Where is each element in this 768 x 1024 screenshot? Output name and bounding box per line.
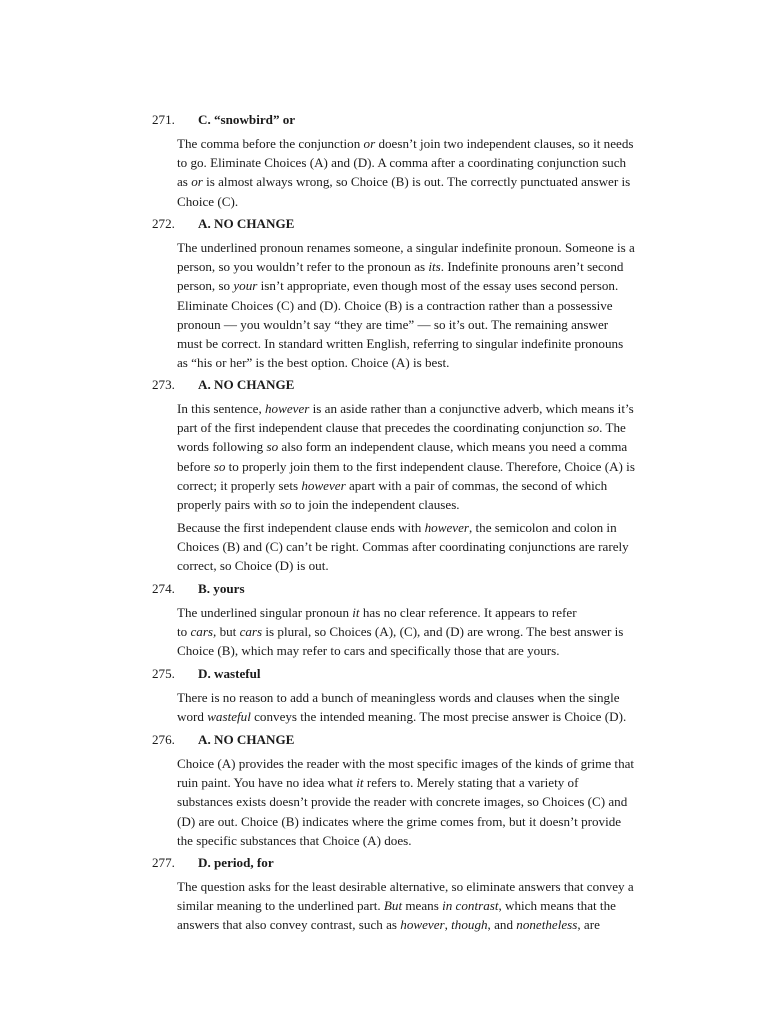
question-answer: A. NO CHANGE xyxy=(198,377,295,392)
body-text: , xyxy=(444,917,452,933)
text-line xyxy=(177,172,657,191)
emphasis-text: or xyxy=(363,136,376,151)
body-text: answers that also convey contrast, such as xyxy=(177,917,401,933)
text-line xyxy=(177,315,657,334)
body-text: is almost always wrong, so Choice (B) is out. The correctly punctuated answer is xyxy=(202,174,631,190)
emphasis-text: in contrast xyxy=(442,898,499,914)
text-line xyxy=(177,457,657,476)
body-text: as “his or her” is the best option. Choice (A) is best. xyxy=(177,355,450,371)
text-line xyxy=(177,518,657,537)
text-line xyxy=(177,192,657,211)
body-text: part of the first independent clause that precedes the coordinating conjunction xyxy=(177,420,588,436)
body-text: as xyxy=(177,174,192,190)
text-line xyxy=(177,238,657,257)
body-text: . The xyxy=(599,420,626,436)
explanation-paragraph xyxy=(177,238,657,372)
body-text: to properly join them to the first independent clause. Therefore, Choice (A) is xyxy=(225,458,635,474)
emphasis-text: however xyxy=(424,520,469,535)
text-line xyxy=(177,792,657,811)
emphasis-text: it xyxy=(352,605,360,620)
body-text: The question asks for the least desirable alternative, so eliminate answers that convey a xyxy=(177,879,634,894)
question-heading xyxy=(152,853,652,872)
emphasis-text: cars, xyxy=(190,624,217,640)
body-text: the specific substances that Choice (A) does. xyxy=(177,832,412,848)
question-answer: A. NO CHANGE xyxy=(198,216,295,231)
explanation-paragraph xyxy=(177,877,657,935)
body-text: . Indefinite pronouns aren’t second xyxy=(440,259,624,275)
emphasis-text: however xyxy=(301,477,346,493)
body-text: has no clear reference. It appears to refer xyxy=(359,605,577,620)
text-line xyxy=(177,707,657,726)
text-line xyxy=(177,556,657,575)
explanation-paragraph xyxy=(177,754,657,850)
body-text: before xyxy=(177,458,214,474)
body-text: ruin paint. You have no idea what xyxy=(177,775,357,791)
emphasis-text: it xyxy=(356,775,364,791)
body-text: substances exists doesn’t provide the reader with concrete images, so Choices (C) and xyxy=(177,794,628,810)
text-line xyxy=(177,641,657,660)
body-text: The comma before the conjunction xyxy=(177,136,364,151)
body-text: The underlined singular pronoun xyxy=(177,605,353,620)
question-number: 276. xyxy=(152,732,175,747)
emphasis-text: so xyxy=(213,458,226,474)
text-line xyxy=(177,257,657,276)
emphasis-text: nonetheless xyxy=(516,917,578,933)
body-text: means xyxy=(402,898,443,914)
text-line xyxy=(177,688,657,707)
text-line xyxy=(177,296,657,315)
emphasis-text: wasteful xyxy=(207,709,251,725)
text-line xyxy=(177,437,657,456)
body-text: word xyxy=(177,709,208,725)
text-line xyxy=(177,831,657,850)
body-text: but xyxy=(216,624,240,640)
body-text: person, so xyxy=(177,278,234,294)
body-text: correct, so Choice (D) is out. xyxy=(177,558,329,574)
emphasis-text: cars xyxy=(239,624,263,640)
explanation-paragraph xyxy=(177,603,657,661)
body-text: apart with a pair of commas, the second of which xyxy=(345,477,608,493)
body-text: words following xyxy=(177,439,267,455)
body-text: Choice (C). xyxy=(177,193,239,209)
text-line xyxy=(177,877,657,896)
text-line xyxy=(177,334,657,353)
body-text: properly pairs with xyxy=(177,497,280,513)
question-answer: D. period, for xyxy=(198,855,274,870)
body-text: must be correct. In standard written English, referring to singular indefinite pronouns xyxy=(177,336,624,352)
question-number: 277. xyxy=(152,855,175,870)
body-text: to go. Eliminate Choices (A) and (D). A comma after a coordinating conjunction such xyxy=(177,155,627,171)
emphasis-text: so xyxy=(587,420,600,436)
emphasis-text: however xyxy=(265,401,310,416)
body-text: is plural, so Choices (A), (C), and (D) are wrong. The best answer is xyxy=(262,624,624,640)
body-text: Eliminate Choices (C) and (D). Choice (B) is a contraction rather than a possessive xyxy=(177,297,613,313)
question-answer: C. “snowbird” or xyxy=(198,112,296,127)
text-line xyxy=(177,603,657,622)
explanation-paragraph xyxy=(177,518,657,576)
emphasis-text: however xyxy=(400,917,445,933)
text-line xyxy=(177,812,657,831)
body-text: also form an independent clause, which means you need a comma xyxy=(278,439,628,455)
emphasis-text: But xyxy=(383,898,403,914)
question-number: 275. xyxy=(152,666,175,681)
body-text: refers to. Merely stating that a variety of xyxy=(363,775,579,791)
emphasis-text: so xyxy=(266,439,279,455)
explanation-paragraph xyxy=(177,688,657,726)
question-answer: A. NO CHANGE xyxy=(198,732,295,747)
question-heading xyxy=(152,579,652,598)
text-line xyxy=(177,418,657,437)
text-line xyxy=(177,134,657,153)
question-heading xyxy=(152,730,652,749)
text-line xyxy=(177,537,657,556)
question-heading xyxy=(152,214,652,233)
body-text: (D) are out. Choice (B) indicates where the grime comes from, but it doesn’t provide xyxy=(177,813,622,829)
emphasis-text: its xyxy=(428,259,441,275)
text-line xyxy=(177,773,657,792)
body-text: to join the independent clauses. xyxy=(291,497,460,513)
question-number: 271. xyxy=(152,112,175,127)
body-text: Choices (B) and (C) can’t be right. Commas after coordinating conjunctions are rarely xyxy=(177,539,629,555)
body-text: correct; it properly sets xyxy=(177,477,302,493)
text-line xyxy=(177,276,657,295)
explanation-paragraph xyxy=(177,399,657,514)
body-text: Choice (A) provides the reader with the most specific images of the kinds of grime that xyxy=(177,756,635,771)
body-text: is an aside rather than a conjunctive adverb, which means it’s xyxy=(309,401,634,416)
body-text: pronoun — you wouldn’t say “they are time” — so it’s out. The remaining answer xyxy=(177,316,609,332)
question-number: 274. xyxy=(152,581,175,596)
body-text: Because the first independent clause ends with xyxy=(177,520,425,535)
body-text: , the semicolon and colon in xyxy=(468,520,617,535)
text-line xyxy=(177,495,657,514)
question-heading xyxy=(152,375,652,394)
body-text: to xyxy=(177,624,191,640)
body-text: conveys the intended meaning. The most precise answer is Choice (D). xyxy=(250,709,627,725)
body-text: similar meaning to the underlined part. xyxy=(177,898,384,914)
emphasis-text: so xyxy=(279,497,292,513)
body-text: , which means that the xyxy=(498,898,616,914)
body-text: The underlined pronoun renames someone, a singular indefinite pronoun. Someone is a xyxy=(177,240,635,255)
body-text: person, so you wouldn’t refer to the pronoun as xyxy=(177,259,429,275)
question-answer: D. wasteful xyxy=(198,666,261,681)
question-heading xyxy=(152,664,652,683)
emphasis-text: though xyxy=(451,917,488,933)
question-answer: B. yours xyxy=(198,581,245,596)
emphasis-text: your xyxy=(233,278,258,294)
question-number: 273. xyxy=(152,377,175,392)
explanation-paragraph xyxy=(177,134,657,211)
text-line xyxy=(177,399,657,418)
emphasis-text: or xyxy=(191,174,203,190)
body-text: , are xyxy=(577,917,600,933)
body-text: isn’t appropriate, even though most of the essay uses second person. xyxy=(257,278,619,294)
body-text: Choice (B), which may refer to cars and specifically those that are yours. xyxy=(177,643,560,659)
body-text: , and xyxy=(487,917,517,933)
text-line xyxy=(177,353,657,372)
text-line xyxy=(177,622,657,641)
body-text: In this sentence, xyxy=(177,401,265,416)
text-line xyxy=(177,915,657,934)
body-text: There is no reason to add a bunch of meaningless words and clauses when the single xyxy=(177,690,620,705)
text-line xyxy=(177,153,657,172)
question-heading xyxy=(152,110,652,129)
body-text: doesn’t join two independent clauses, so it needs xyxy=(375,136,634,151)
text-line xyxy=(177,476,657,495)
question-number: 272. xyxy=(152,216,175,231)
text-line xyxy=(177,896,657,915)
text-line xyxy=(177,754,657,773)
